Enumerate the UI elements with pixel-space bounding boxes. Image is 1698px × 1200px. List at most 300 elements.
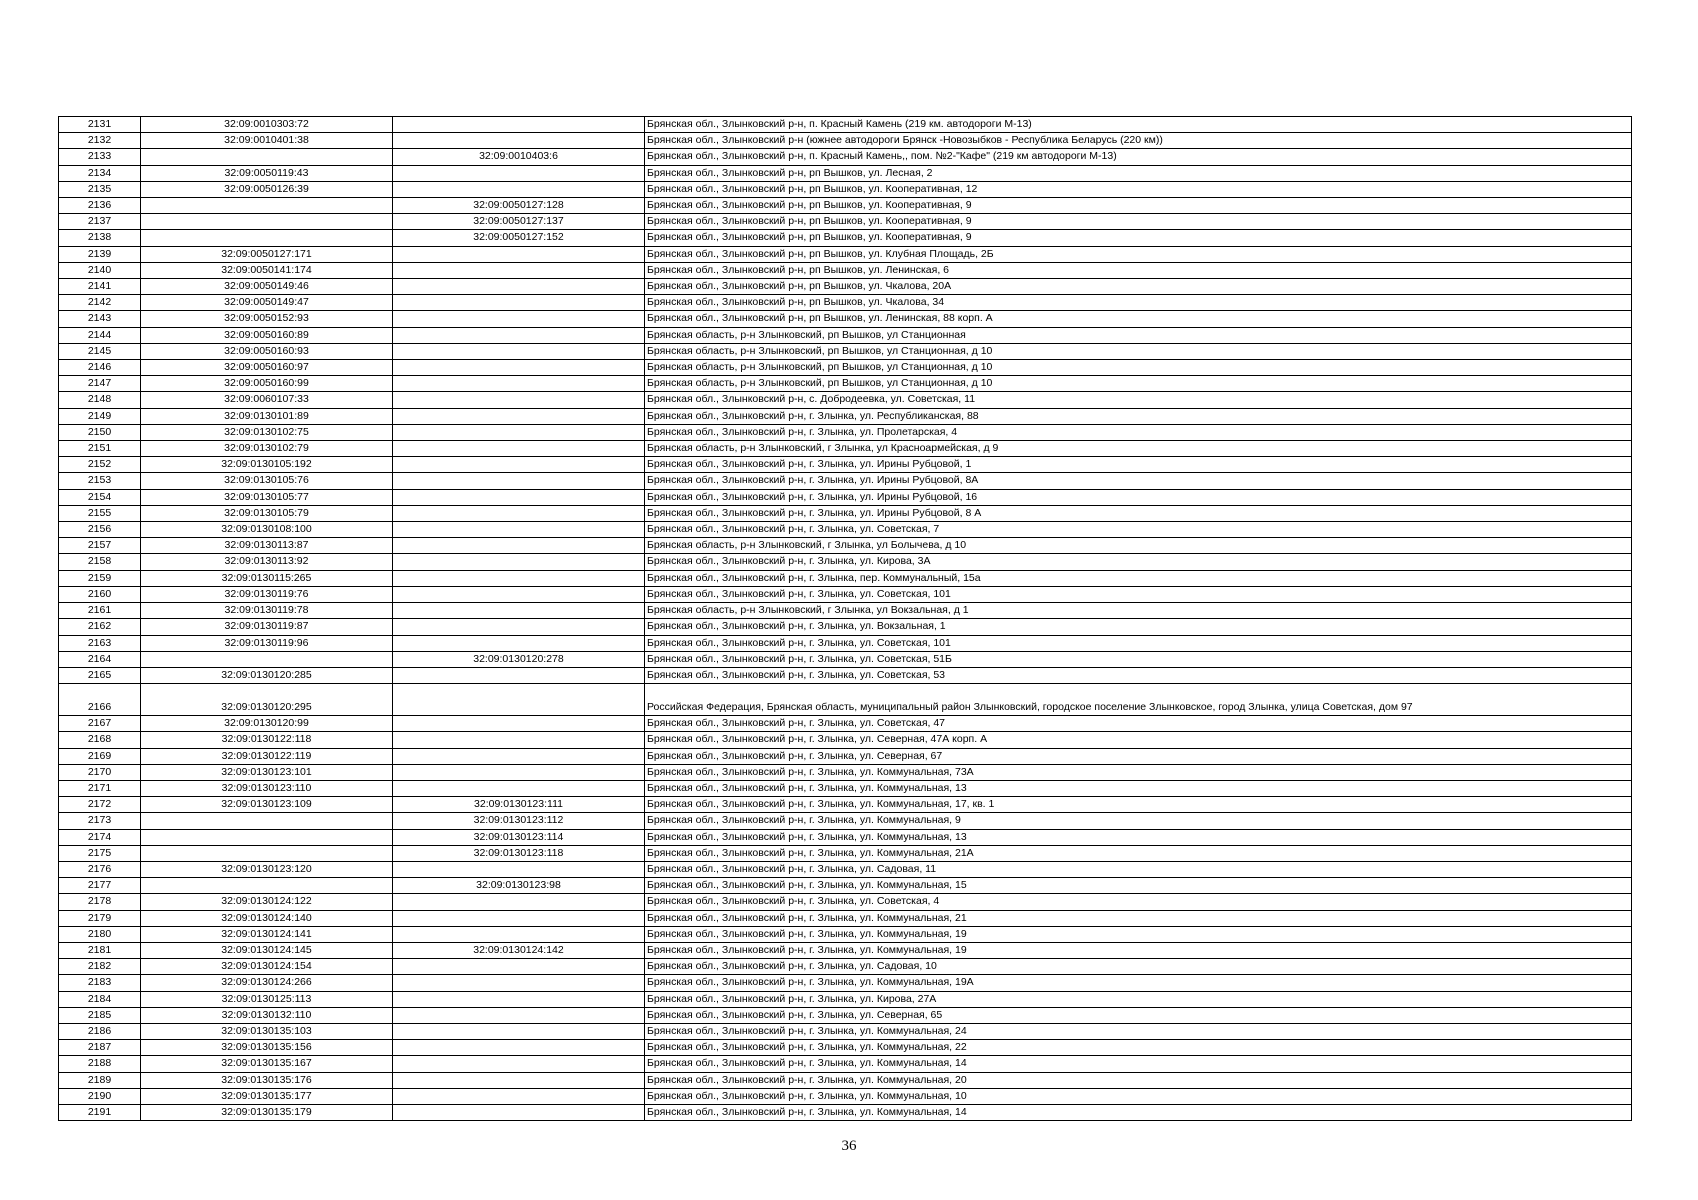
cadastral-number-cell: 32:09:0130119:76 bbox=[141, 586, 393, 602]
premises-number-cell bbox=[393, 910, 645, 926]
row-number-cell: 2141 bbox=[59, 279, 141, 295]
premises-number-cell bbox=[393, 181, 645, 197]
cadastral-number-cell: 32:09:0130135:179 bbox=[141, 1104, 393, 1120]
table-row bbox=[59, 959, 1632, 975]
row-number-cell: 2176 bbox=[59, 861, 141, 877]
premises-number-cell bbox=[393, 926, 645, 942]
table-row bbox=[59, 457, 1632, 473]
cadastral-number-cell: 32:09:0130135:156 bbox=[141, 1040, 393, 1056]
table-row bbox=[59, 165, 1632, 181]
table-row bbox=[59, 586, 1632, 602]
cadastral-number-cell: 32:09:0130135:177 bbox=[141, 1088, 393, 1104]
row-number-cell: 2155 bbox=[59, 505, 141, 521]
cadastral-number-cell: 32:09:0130119:87 bbox=[141, 619, 393, 635]
row-number-cell: 2157 bbox=[59, 538, 141, 554]
table-row bbox=[59, 1007, 1632, 1023]
table-row bbox=[59, 1072, 1632, 1088]
address-cell: Брянская обл., Злынковский р-н, г. Злынка, ул. Коммунальная, 14 bbox=[645, 1104, 1632, 1120]
table-row bbox=[59, 619, 1632, 635]
cadastral-number-cell bbox=[141, 149, 393, 165]
cadastral-number-cell: 32:09:0010401:38 bbox=[141, 133, 393, 149]
cadastral-number-cell: 32:09:0130122:119 bbox=[141, 748, 393, 764]
table-row bbox=[59, 991, 1632, 1007]
address-cell: Брянская обл., Злынковский р-н, г. Злынка, ул. Коммунальная, 22 bbox=[645, 1040, 1632, 1056]
row-number-cell: 2160 bbox=[59, 586, 141, 602]
table-row bbox=[59, 829, 1632, 845]
cadastral-number-cell bbox=[141, 813, 393, 829]
table-row bbox=[59, 748, 1632, 764]
premises-number-cell bbox=[393, 246, 645, 262]
table-row bbox=[59, 764, 1632, 780]
row-number-cell: 2163 bbox=[59, 635, 141, 651]
cadastral-number-cell: 32:09:0130101:89 bbox=[141, 408, 393, 424]
address-cell: Брянская область, р-н Злынковский, рп Вышков, ул Станционная, д 10 bbox=[645, 360, 1632, 376]
row-number-cell: 2183 bbox=[59, 975, 141, 991]
row-number-cell: 2131 bbox=[59, 117, 141, 133]
cadastral-number-cell: 32:09:0130120:295 bbox=[141, 684, 393, 716]
table-row bbox=[59, 295, 1632, 311]
row-number-cell: 2151 bbox=[59, 441, 141, 457]
address-cell: Брянская область, р-н Злынковский, г Злынка, ул Болычева, д 10 bbox=[645, 538, 1632, 554]
address-cell: Брянская обл., Злынковский р-н, г. Злынка, ул. Ирины Рубцовой, 16 bbox=[645, 489, 1632, 505]
cadastral-number-cell bbox=[141, 878, 393, 894]
address-cell: Брянская обл., Злынковский р-н, г. Злынка, пер. Коммунальный, 15а bbox=[645, 570, 1632, 586]
cadastral-number-cell: 32:09:0130135:167 bbox=[141, 1056, 393, 1072]
address-cell: Брянская обл., Злынковский р-н, рп Вышков, ул. Ленинская, 6 bbox=[645, 262, 1632, 278]
premises-number-cell bbox=[393, 684, 645, 716]
cadastral-number-cell: 32:09:0130122:118 bbox=[141, 732, 393, 748]
address-cell: Брянская обл., Злынковский р-н, г. Злынка, ул. Советская, 101 bbox=[645, 635, 1632, 651]
premises-number-cell bbox=[393, 1007, 645, 1023]
cadastral-number-cell: 32:09:0050160:97 bbox=[141, 360, 393, 376]
address-cell: Брянская обл., Злынковский р-н, г. Злынка, ул. Коммунальная, 15 bbox=[645, 878, 1632, 894]
address-cell: Брянская обл., Злынковский р-н, г. Злынка, ул. Северная, 65 bbox=[645, 1007, 1632, 1023]
address-cell: Брянская обл., Злынковский р-н, рп Вышков, ул. Кооперативная, 9 bbox=[645, 198, 1632, 214]
cadastral-number-cell: 32:09:0050160:99 bbox=[141, 376, 393, 392]
address-cell: Брянская обл., Злынковский р-н, г. Злынка, ул. Советская, 51Б bbox=[645, 651, 1632, 667]
cadastral-number-cell: 32:09:0050152:93 bbox=[141, 311, 393, 327]
address-cell: Брянская обл., Злынковский р-н, г. Злынка, ул. Ирины Рубцовой, 1 bbox=[645, 457, 1632, 473]
premises-number-cell bbox=[393, 603, 645, 619]
page-number: 36 bbox=[841, 1138, 857, 1154]
table-row bbox=[59, 554, 1632, 570]
address-cell: Брянская обл., Злынковский р-н, г. Злынка, ул. Кирова, 3А bbox=[645, 554, 1632, 570]
cadastral-number-cell bbox=[141, 214, 393, 230]
table-row bbox=[59, 133, 1632, 149]
row-number-cell: 2185 bbox=[59, 1007, 141, 1023]
row-number-cell: 2161 bbox=[59, 603, 141, 619]
row-number-cell: 2165 bbox=[59, 667, 141, 683]
row-number-cell: 2133 bbox=[59, 149, 141, 165]
table-row bbox=[59, 1104, 1632, 1120]
address-cell: Брянская обл., Злынковский р-н, г. Злынка, ул. Советская, 53 bbox=[645, 667, 1632, 683]
table-row bbox=[59, 279, 1632, 295]
address-cell: Брянская обл., Злынковский р-н, г. Злынка, ул. Коммунальная, 19А bbox=[645, 975, 1632, 991]
row-number-cell: 2164 bbox=[59, 651, 141, 667]
address-cell: Брянская область, р-н Злынковский, г Злынка, ул Вокзальная, д 1 bbox=[645, 603, 1632, 619]
premises-number-cell bbox=[393, 894, 645, 910]
row-number-cell: 2138 bbox=[59, 230, 141, 246]
row-number-cell: 2189 bbox=[59, 1072, 141, 1088]
address-cell: Брянская обл., Злынковский р-н, рп Вышков, ул. Кооперативная, 9 bbox=[645, 214, 1632, 230]
address-cell: Брянская обл., Злынковский р-н, рп Вышков, ул. Лесная, 2 bbox=[645, 165, 1632, 181]
premises-number-cell bbox=[393, 764, 645, 780]
address-cell: Брянская обл., Злынковский р-н, рп Вышков, ул. Кооперативная, 9 bbox=[645, 230, 1632, 246]
cadastral-number-cell: 32:09:0130102:75 bbox=[141, 424, 393, 440]
cadastral-number-cell: 32:09:0130115:265 bbox=[141, 570, 393, 586]
premises-number-cell bbox=[393, 343, 645, 359]
table-row bbox=[59, 262, 1632, 278]
address-cell: Брянская обл., Злынковский р-н, г. Злынка, ул. Коммунальная, 21А bbox=[645, 845, 1632, 861]
cadastral-number-cell: 32:09:0130105:79 bbox=[141, 505, 393, 521]
table-row bbox=[59, 910, 1632, 926]
premises-number-cell bbox=[393, 635, 645, 651]
address-cell: Брянская область, р-н Злынковский, рп Вышков, ул Станционная bbox=[645, 327, 1632, 343]
premises-number-cell bbox=[393, 295, 645, 311]
row-number-cell: 2137 bbox=[59, 214, 141, 230]
premises-number-cell bbox=[393, 667, 645, 683]
cadastral-number-cell: 32:09:0130105:77 bbox=[141, 489, 393, 505]
address-cell: Брянская обл., Злынковский р-н, г. Злынка, ул. Советская, 7 bbox=[645, 522, 1632, 538]
cadastral-number-cell: 32:09:0130123:101 bbox=[141, 764, 393, 780]
premises-number-cell bbox=[393, 732, 645, 748]
address-cell: Брянская обл., Злынковский р-н, п. Красный Камень (219 км. автодороги М-13) bbox=[645, 117, 1632, 133]
table-row bbox=[59, 570, 1632, 586]
premises-number-cell: 32:09:0050127:152 bbox=[393, 230, 645, 246]
table-row bbox=[59, 198, 1632, 214]
table-row bbox=[59, 489, 1632, 505]
cadastral-number-cell: 32:09:0060107:33 bbox=[141, 392, 393, 408]
table-body bbox=[59, 117, 1632, 1121]
address-cell: Брянская обл., Злынковский р-н, г. Злынка, ул. Коммунальная, 73А bbox=[645, 764, 1632, 780]
address-cell: Брянская обл., Злынковский р-н, г. Злынка, ул. Коммунальная, 13 bbox=[645, 829, 1632, 845]
address-cell: Брянская обл., Злынковский р-н, рп Вышков, ул. Ленинская, 88 корп. А bbox=[645, 311, 1632, 327]
premises-number-cell bbox=[393, 279, 645, 295]
premises-number-cell bbox=[393, 975, 645, 991]
cadastral-number-cell bbox=[141, 198, 393, 214]
table-row bbox=[59, 311, 1632, 327]
table-row bbox=[59, 942, 1632, 958]
row-number-cell: 2181 bbox=[59, 942, 141, 958]
table-row bbox=[59, 975, 1632, 991]
row-number-cell: 2182 bbox=[59, 959, 141, 975]
premises-number-cell bbox=[393, 1088, 645, 1104]
row-number-cell: 2191 bbox=[59, 1104, 141, 1120]
cadastral-number-cell: 32:09:0050149:47 bbox=[141, 295, 393, 311]
address-cell: Брянская обл., Злынковский р-н, г. Злынка, ул. Ирины Рубцовой, 8А bbox=[645, 473, 1632, 489]
address-cell: Брянская обл., Злынковский р-н, г. Злынка, ул. Советская, 4 bbox=[645, 894, 1632, 910]
premises-number-cell bbox=[393, 327, 645, 343]
address-cell: Брянская обл., Злынковский р-н, г. Злынка, ул. Коммунальная, 19 bbox=[645, 926, 1632, 942]
cadastral-number-cell: 32:09:0130123:120 bbox=[141, 861, 393, 877]
premises-number-cell bbox=[393, 538, 645, 554]
premises-number-cell bbox=[393, 570, 645, 586]
row-number-cell: 2162 bbox=[59, 619, 141, 635]
table-row bbox=[59, 926, 1632, 942]
address-cell: Брянская обл., Злынковский р-н, г. Злынка, ул. Северная, 47А корп. А bbox=[645, 732, 1632, 748]
cadastral-number-cell: 32:09:0130105:76 bbox=[141, 473, 393, 489]
address-cell: Брянская обл., Злынковский р-н, г. Злынка, ул. Коммунальная, 21 bbox=[645, 910, 1632, 926]
row-number-cell: 2168 bbox=[59, 732, 141, 748]
premises-number-cell: 32:09:0130123:98 bbox=[393, 878, 645, 894]
premises-number-cell bbox=[393, 376, 645, 392]
premises-number-cell: 32:09:0130123:114 bbox=[393, 829, 645, 845]
premises-number-cell bbox=[393, 1072, 645, 1088]
premises-number-cell bbox=[393, 441, 645, 457]
row-number-cell: 2175 bbox=[59, 845, 141, 861]
premises-number-cell bbox=[393, 991, 645, 1007]
table-row bbox=[59, 1023, 1632, 1039]
premises-number-cell bbox=[393, 473, 645, 489]
cadastral-number-cell: 32:09:0130108:100 bbox=[141, 522, 393, 538]
row-number-cell: 2171 bbox=[59, 780, 141, 796]
table-row bbox=[59, 684, 1632, 716]
premises-number-cell bbox=[393, 408, 645, 424]
row-number-cell: 2186 bbox=[59, 1023, 141, 1039]
cadastral-number-cell: 32:09:0130120:285 bbox=[141, 667, 393, 683]
row-number-cell: 2169 bbox=[59, 748, 141, 764]
table-row bbox=[59, 214, 1632, 230]
premises-number-cell bbox=[393, 424, 645, 440]
premises-number-cell: 32:09:0050127:128 bbox=[393, 198, 645, 214]
cadastral-number-cell: 32:09:0050149:46 bbox=[141, 279, 393, 295]
address-cell: Брянская область, р-н Злынковский, рп Вышков, ул Станционная, д 10 bbox=[645, 376, 1632, 392]
premises-number-cell bbox=[393, 1056, 645, 1072]
address-cell: Брянская область, р-н Злынковский, г Злынка, ул Красноармейская, д 9 bbox=[645, 441, 1632, 457]
address-cell: Брянская обл., Злынковский р-н, г. Злынка, ул. Коммунальная, 19 bbox=[645, 942, 1632, 958]
cadastral-number-cell: 32:09:0130132:110 bbox=[141, 1007, 393, 1023]
table-row bbox=[59, 343, 1632, 359]
property-table bbox=[58, 116, 1632, 1121]
cadastral-number-cell: 32:09:0130125:113 bbox=[141, 991, 393, 1007]
cadastral-number-cell: 32:09:0050126:39 bbox=[141, 181, 393, 197]
address-cell: Брянская область, р-н Злынковский, рп Вышков, ул Станционная, д 10 bbox=[645, 343, 1632, 359]
address-cell: Брянская обл., Злынковский р-н, г. Злынка, ул. Пролетарская, 4 bbox=[645, 424, 1632, 440]
premises-number-cell: 32:09:0130123:118 bbox=[393, 845, 645, 861]
row-number-cell: 2153 bbox=[59, 473, 141, 489]
table-row bbox=[59, 878, 1632, 894]
table-row bbox=[59, 149, 1632, 165]
cadastral-number-cell: 32:09:0130113:87 bbox=[141, 538, 393, 554]
address-cell: Российская Федерация, Брянская область, муниципальный район Злынковский, городское поселение Злынковское, город Злынка, улица Советская, дом 97 bbox=[645, 684, 1632, 716]
row-number-cell: 2132 bbox=[59, 133, 141, 149]
table-row bbox=[59, 651, 1632, 667]
row-number-cell: 2156 bbox=[59, 522, 141, 538]
table-row bbox=[59, 667, 1632, 683]
premises-number-cell bbox=[393, 748, 645, 764]
table-row bbox=[59, 117, 1632, 133]
premises-number-cell: 32:09:0130123:112 bbox=[393, 813, 645, 829]
table-row bbox=[59, 1056, 1632, 1072]
cadastral-number-cell: 32:09:0050160:93 bbox=[141, 343, 393, 359]
address-cell: Брянская обл., Злынковский р-н, г. Злынка, ул. Вокзальная, 1 bbox=[645, 619, 1632, 635]
address-cell: Брянская обл., Злынковский р-н, г. Злынка, ул. Коммунальная, 20 bbox=[645, 1072, 1632, 1088]
table-row bbox=[59, 327, 1632, 343]
cadastral-number-cell: 32:09:0130124:141 bbox=[141, 926, 393, 942]
premises-number-cell bbox=[393, 716, 645, 732]
cadastral-number-cell: 32:09:0050160:89 bbox=[141, 327, 393, 343]
address-cell: Брянская обл., Злынковский р-н, г. Злынка, ул. Коммунальная, 9 bbox=[645, 813, 1632, 829]
row-number-cell: 2146 bbox=[59, 360, 141, 376]
table-row bbox=[59, 538, 1632, 554]
premises-number-cell bbox=[393, 262, 645, 278]
table-row bbox=[59, 780, 1632, 796]
premises-number-cell: 32:09:0130123:111 bbox=[393, 797, 645, 813]
table-row bbox=[59, 1040, 1632, 1056]
row-number-cell: 2143 bbox=[59, 311, 141, 327]
row-number-cell: 2184 bbox=[59, 991, 141, 1007]
row-number-cell: 2158 bbox=[59, 554, 141, 570]
address-cell: Брянская обл., Злынковский р-н, с. Добродеевка, ул. Советская, 11 bbox=[645, 392, 1632, 408]
address-cell: Брянская обл., Злынковский р-н, г. Злынка, ул. Садовая, 11 bbox=[645, 861, 1632, 877]
row-number-cell: 2144 bbox=[59, 327, 141, 343]
address-cell: Брянская обл., Злынковский р-н, г. Злынка, ул. Кирова, 27А bbox=[645, 991, 1632, 1007]
row-number-cell: 2172 bbox=[59, 797, 141, 813]
premises-number-cell bbox=[393, 780, 645, 796]
row-number-cell: 2150 bbox=[59, 424, 141, 440]
cadastral-number-cell: 32:09:0130124:145 bbox=[141, 942, 393, 958]
cadastral-number-cell: 32:09:0010303:72 bbox=[141, 117, 393, 133]
row-number-cell: 2190 bbox=[59, 1088, 141, 1104]
cadastral-number-cell bbox=[141, 829, 393, 845]
premises-number-cell bbox=[393, 133, 645, 149]
row-number-cell: 2139 bbox=[59, 246, 141, 262]
address-cell: Брянская обл., Злынковский р-н, г. Злынка, ул. Советская, 101 bbox=[645, 586, 1632, 602]
address-cell: Брянская обл., Злынковский р-н, г. Злынка, ул. Коммунальная, 10 bbox=[645, 1088, 1632, 1104]
premises-number-cell: 32:09:0010403:6 bbox=[393, 149, 645, 165]
cadastral-number-cell: 32:09:0130124:266 bbox=[141, 975, 393, 991]
table-row bbox=[59, 246, 1632, 262]
address-cell: Брянская обл., Злынковский р-н, рп Вышков, ул. Чкалова, 20А bbox=[645, 279, 1632, 295]
table-row bbox=[59, 603, 1632, 619]
table-row bbox=[59, 441, 1632, 457]
cadastral-number-cell: 32:09:0050119:43 bbox=[141, 165, 393, 181]
table-row bbox=[59, 797, 1632, 813]
table-row bbox=[59, 424, 1632, 440]
address-cell: Брянская обл., Злынковский р-н, рп Вышков, ул. Чкалова, 34 bbox=[645, 295, 1632, 311]
table-row bbox=[59, 360, 1632, 376]
row-number-cell: 2149 bbox=[59, 408, 141, 424]
cadastral-number-cell: 32:09:0130123:109 bbox=[141, 797, 393, 813]
table-row bbox=[59, 505, 1632, 521]
address-cell: Брянская обл., Злынковский р-н, г. Злынка, ул. Коммунальная, 17, кв. 1 bbox=[645, 797, 1632, 813]
address-cell: Брянская обл., Злынковский р-н, г. Злынка, ул. Коммунальная, 14 bbox=[645, 1056, 1632, 1072]
row-number-cell: 2167 bbox=[59, 716, 141, 732]
cadastral-number-cell: 32:09:0130105:192 bbox=[141, 457, 393, 473]
table-row bbox=[59, 408, 1632, 424]
cadastral-number-cell: 32:09:0130135:176 bbox=[141, 1072, 393, 1088]
cadastral-number-cell: 32:09:0130113:92 bbox=[141, 554, 393, 570]
row-number-cell: 2177 bbox=[59, 878, 141, 894]
cadastral-number-cell: 32:09:0130124:140 bbox=[141, 910, 393, 926]
address-cell: Брянская обл., Злынковский р-н, г. Злынка, ул. Коммунальная, 13 bbox=[645, 780, 1632, 796]
row-number-cell: 2142 bbox=[59, 295, 141, 311]
cadastral-number-cell: 32:09:0130120:99 bbox=[141, 716, 393, 732]
premises-number-cell bbox=[393, 522, 645, 538]
premises-number-cell: 32:09:0130124:142 bbox=[393, 942, 645, 958]
premises-number-cell bbox=[393, 165, 645, 181]
premises-number-cell bbox=[393, 554, 645, 570]
row-number-cell: 2170 bbox=[59, 764, 141, 780]
address-cell: Брянская обл., Злынковский р-н, г. Злынка, ул. Республиканская, 88 bbox=[645, 408, 1632, 424]
cadastral-number-cell bbox=[141, 845, 393, 861]
cadastral-number-cell: 32:09:0130119:78 bbox=[141, 603, 393, 619]
row-number-cell: 2180 bbox=[59, 926, 141, 942]
address-cell: Брянская обл., Злынковский р-н, г. Злынка, ул. Северная, 67 bbox=[645, 748, 1632, 764]
premises-number-cell bbox=[393, 311, 645, 327]
address-cell: Брянская обл., Злынковский р-н, рп Вышков, ул. Клубная Площадь, 2Б bbox=[645, 246, 1632, 262]
row-number-cell: 2166 bbox=[59, 684, 141, 716]
premises-number-cell bbox=[393, 861, 645, 877]
row-number-cell: 2135 bbox=[59, 181, 141, 197]
row-number-cell: 2134 bbox=[59, 165, 141, 181]
table-row bbox=[59, 181, 1632, 197]
table-row bbox=[59, 635, 1632, 651]
cadastral-number-cell: 32:09:0050127:171 bbox=[141, 246, 393, 262]
cadastral-number-cell: 32:09:0050141:174 bbox=[141, 262, 393, 278]
premises-number-cell bbox=[393, 489, 645, 505]
table-row bbox=[59, 392, 1632, 408]
premises-number-cell bbox=[393, 959, 645, 975]
cadastral-number-cell: 32:09:0130124:154 bbox=[141, 959, 393, 975]
table-row bbox=[59, 230, 1632, 246]
premises-number-cell: 32:09:0050127:137 bbox=[393, 214, 645, 230]
table-row bbox=[59, 716, 1632, 732]
row-number-cell: 2187 bbox=[59, 1040, 141, 1056]
table-row bbox=[59, 376, 1632, 392]
address-cell: Брянская обл., Злынковский р-н, г. Злынка, ул. Садовая, 10 bbox=[645, 959, 1632, 975]
table-row bbox=[59, 861, 1632, 877]
premises-number-cell bbox=[393, 117, 645, 133]
row-number-cell: 2140 bbox=[59, 262, 141, 278]
address-cell: Брянская обл., Злынковский р-н, п. Красный Камень,, пом. №2-"Кафе" (219 км автодороги М-13) bbox=[645, 149, 1632, 165]
address-cell: Брянская обл., Злынковский р-н, г. Злынка, ул. Коммунальная, 24 bbox=[645, 1023, 1632, 1039]
cadastral-number-cell bbox=[141, 651, 393, 667]
row-number-cell: 2178 bbox=[59, 894, 141, 910]
premises-number-cell bbox=[393, 360, 645, 376]
address-cell: Брянская обл., Злынковский р-н, г. Злынка, ул. Советская, 47 bbox=[645, 716, 1632, 732]
premises-number-cell bbox=[393, 505, 645, 521]
cadastral-number-cell: 32:09:0130102:79 bbox=[141, 441, 393, 457]
table-row bbox=[59, 732, 1632, 748]
table-row bbox=[59, 1088, 1632, 1104]
row-number-cell: 2145 bbox=[59, 343, 141, 359]
row-number-cell: 2152 bbox=[59, 457, 141, 473]
premises-number-cell bbox=[393, 392, 645, 408]
premises-number-cell bbox=[393, 1023, 645, 1039]
row-number-cell: 2188 bbox=[59, 1056, 141, 1072]
row-number-cell: 2174 bbox=[59, 829, 141, 845]
cadastral-number-cell: 32:09:0130123:110 bbox=[141, 780, 393, 796]
premises-number-cell bbox=[393, 1040, 645, 1056]
row-number-cell: 2179 bbox=[59, 910, 141, 926]
row-number-cell: 2173 bbox=[59, 813, 141, 829]
table-row bbox=[59, 813, 1632, 829]
cadastral-number-cell: 32:09:0130124:122 bbox=[141, 894, 393, 910]
premises-number-cell bbox=[393, 457, 645, 473]
address-cell: Брянская обл., Злынковский р-н, рп Вышков, ул. Кооперативная, 12 bbox=[645, 181, 1632, 197]
premises-number-cell bbox=[393, 1104, 645, 1120]
cadastral-number-cell: 32:09:0130119:96 bbox=[141, 635, 393, 651]
row-number-cell: 2154 bbox=[59, 489, 141, 505]
table-row bbox=[59, 522, 1632, 538]
row-number-cell: 2148 bbox=[59, 392, 141, 408]
address-cell: Брянская обл., Злынковский р-н (южнее автодороги Брянск -Новозыбков - Республика Беларусь (220 км)) bbox=[645, 133, 1632, 149]
address-cell: Брянская обл., Злынковский р-н, г. Злынка, ул. Ирины Рубцовой, 8 А bbox=[645, 505, 1632, 521]
row-number-cell: 2136 bbox=[59, 198, 141, 214]
premises-number-cell: 32:09:0130120:278 bbox=[393, 651, 645, 667]
row-number-cell: 2147 bbox=[59, 376, 141, 392]
